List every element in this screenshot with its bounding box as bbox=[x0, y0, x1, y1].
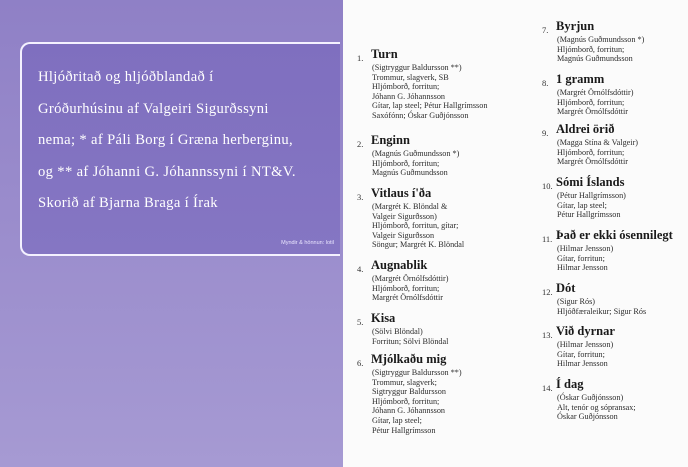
track-credit-line: Alt, tenór og sópransax; bbox=[557, 402, 636, 412]
track-credits bbox=[372, 327, 448, 346]
track-credit-line: (Margrét K. Blöndal & bbox=[372, 202, 448, 211]
track-credit-line: Trommur, slagverk; bbox=[372, 377, 437, 387]
track-credits bbox=[372, 274, 448, 303]
track-credit-line: Hilmar Jensson bbox=[557, 263, 608, 273]
track-number: 4. bbox=[357, 264, 364, 274]
track-credits bbox=[557, 191, 626, 220]
track-credit-line: (Margrét Örnólfsdóttir) bbox=[372, 274, 449, 283]
track-credit-line: Margrét Örnólfsdóttir bbox=[372, 293, 444, 303]
track-number: 13. bbox=[542, 330, 553, 340]
track-number: 11. bbox=[542, 234, 553, 244]
credit-line: Skorið af Bjarna Braga í Írak bbox=[38, 195, 218, 211]
track-credit-line: Saxófónn; Óskar Guðjónsson bbox=[372, 110, 469, 120]
track-credit-line: Gítar, forritun; bbox=[557, 253, 605, 263]
track-credits bbox=[372, 202, 464, 250]
track-credit-line: Gítar, forritun; bbox=[557, 349, 605, 359]
track-credit-line: Trommur, slagverk, SB bbox=[372, 72, 449, 82]
track-number: 3. bbox=[357, 192, 364, 202]
track-credit-line: (Magga Stína & Valgeir) bbox=[557, 138, 639, 147]
track-title: Það er ekki ósennilegt bbox=[556, 228, 673, 242]
track-credit-line: Margrét Örnólfsdóttir bbox=[557, 107, 629, 117]
track-credit-line: (Hilmar Jensson) bbox=[557, 244, 614, 253]
track-number: 10. bbox=[542, 181, 553, 191]
track-credit-line: Hljómborð, forritun; bbox=[372, 158, 440, 168]
track-title: Dót bbox=[556, 281, 576, 295]
track-credits bbox=[557, 244, 613, 273]
track-number: 12. bbox=[542, 287, 553, 297]
track-title: Augnablik bbox=[371, 258, 428, 272]
track-credit-line: Jóhann G. Jóhannsson bbox=[372, 406, 446, 416]
photo-design-credit: Myndir & hönnun: lotil bbox=[281, 240, 334, 246]
track-credit-line: Hljómborð, forritun; bbox=[557, 44, 625, 54]
track-credit-line: (Sölvi Blöndal) bbox=[372, 327, 423, 336]
track-credit-line: (Sigtryggur Baldursson **) bbox=[372, 368, 462, 377]
track-title: Sómi Íslands bbox=[556, 175, 625, 189]
track-credit-line: Hljómborð, forritun; bbox=[557, 97, 625, 107]
track-number: 5. bbox=[357, 317, 364, 327]
left-panel bbox=[0, 0, 343, 467]
track-number: 14. bbox=[542, 383, 553, 393]
recording-credits-text bbox=[38, 62, 342, 220]
track-title: Við dyrnar bbox=[556, 324, 615, 338]
credit-line: Hljóðritað og hljóðblandað í bbox=[38, 69, 214, 85]
track-credit-line: (Sigur Rós) bbox=[557, 297, 595, 306]
track-credit-line: Margrét Örnólfsdóttir bbox=[557, 157, 629, 167]
track-credit-line: (Hilmar Jensson) bbox=[557, 340, 614, 349]
track-credits bbox=[557, 138, 638, 167]
track-credits bbox=[557, 297, 646, 316]
track-title: Aldrei örið bbox=[556, 122, 615, 136]
track-credit-line: Pétur Hallgrímsson bbox=[372, 425, 436, 435]
track-credit-line: (Sigtryggur Baldursson **) bbox=[372, 63, 462, 72]
track-credit-line: Gítar, lap steel; bbox=[372, 415, 422, 425]
track-credits bbox=[372, 63, 487, 121]
track-title: Enginn bbox=[371, 133, 410, 147]
track-credits bbox=[557, 393, 636, 422]
track-number: 7. bbox=[542, 25, 549, 35]
track-credit-line: Magnús Guðmundsson bbox=[557, 54, 633, 64]
track-credits bbox=[372, 368, 462, 435]
track-list bbox=[343, 0, 688, 467]
track-credit-line: Gítar, lap steel; Pétur Hallgrímsson bbox=[372, 101, 488, 111]
track-credit-line: Hljómborð, forritun; bbox=[372, 283, 440, 293]
track-title: Turn bbox=[371, 47, 398, 61]
track-credit-line: Hljómborð, forritun; bbox=[557, 147, 625, 157]
track-title: 1 gramm bbox=[556, 72, 605, 86]
track-credit-line: (Pétur Hallgrímsson) bbox=[557, 191, 626, 200]
track-credit-line: Sigtryggur Baldursson bbox=[372, 387, 446, 397]
track-credit-line: Hilmar Jensson bbox=[557, 359, 608, 369]
recording-credits-box bbox=[20, 42, 340, 256]
track-credit-line: Forritun; Sölvi Blöndal bbox=[372, 336, 449, 346]
credit-line: og ** af Jóhanni G. Jóhannssyni í NT&V. bbox=[38, 163, 296, 180]
track-credit-line: Hljómborð, forritun, gítar; bbox=[372, 221, 459, 231]
track-credits bbox=[557, 88, 633, 117]
track-credit-line: (Magnús Guðmundsson *) bbox=[557, 35, 645, 44]
track-credit-line: Valgeir Sigurðsson bbox=[372, 230, 435, 240]
track-credits bbox=[557, 340, 613, 369]
track-credit-line: Óskar Guðjónsson bbox=[557, 412, 618, 422]
track-credit-line: Hljóðfæraleikur; Sigur Rós bbox=[557, 306, 647, 316]
track-credit-line: Magnús Guðmundsson bbox=[372, 168, 448, 178]
track-number: 9. bbox=[542, 128, 549, 138]
track-credit-line: (Magnús Guðmundsson *) bbox=[372, 149, 460, 158]
track-title: Í dag bbox=[556, 377, 584, 391]
track-credit-line: Söngur; Margrét K. Blöndal bbox=[372, 240, 465, 250]
track-number: 6. bbox=[357, 358, 364, 368]
track-credits bbox=[372, 149, 459, 178]
track-title: Byrjun bbox=[556, 19, 595, 33]
track-credit-line: Gítar, lap steel; bbox=[557, 200, 607, 210]
track-number: 8. bbox=[542, 78, 549, 88]
track-title: Mjólkaðu mig bbox=[371, 352, 447, 366]
track-credit-line: Pétur Hallgrímsson bbox=[557, 210, 621, 220]
track-credit-line: Jóhann G. Jóhannsson bbox=[372, 91, 446, 101]
track-credit-line: (Óskar Guðjónsson) bbox=[557, 393, 624, 402]
credit-line: Gróðurhúsinu af Valgeiri Sigurðssyni bbox=[38, 100, 269, 117]
credit-line: nema; * af Páli Borg í Græna herberginu, bbox=[38, 132, 294, 148]
track-number: 2. bbox=[357, 139, 364, 149]
track-credit-line: Hljómborð, forritun; bbox=[372, 396, 440, 406]
track-credit-line: (Margrét Örnólfsdóttir) bbox=[557, 88, 634, 97]
track-credit-line: Hljómborð, forritun; bbox=[372, 82, 440, 92]
track-credits bbox=[557, 35, 644, 64]
track-credit-line: Valgeir Sigurðsson) bbox=[372, 211, 437, 221]
track-title: Vitlaus í'ða bbox=[371, 186, 432, 200]
track-title: Kisa bbox=[371, 311, 396, 325]
track-number: 1. bbox=[357, 53, 364, 63]
